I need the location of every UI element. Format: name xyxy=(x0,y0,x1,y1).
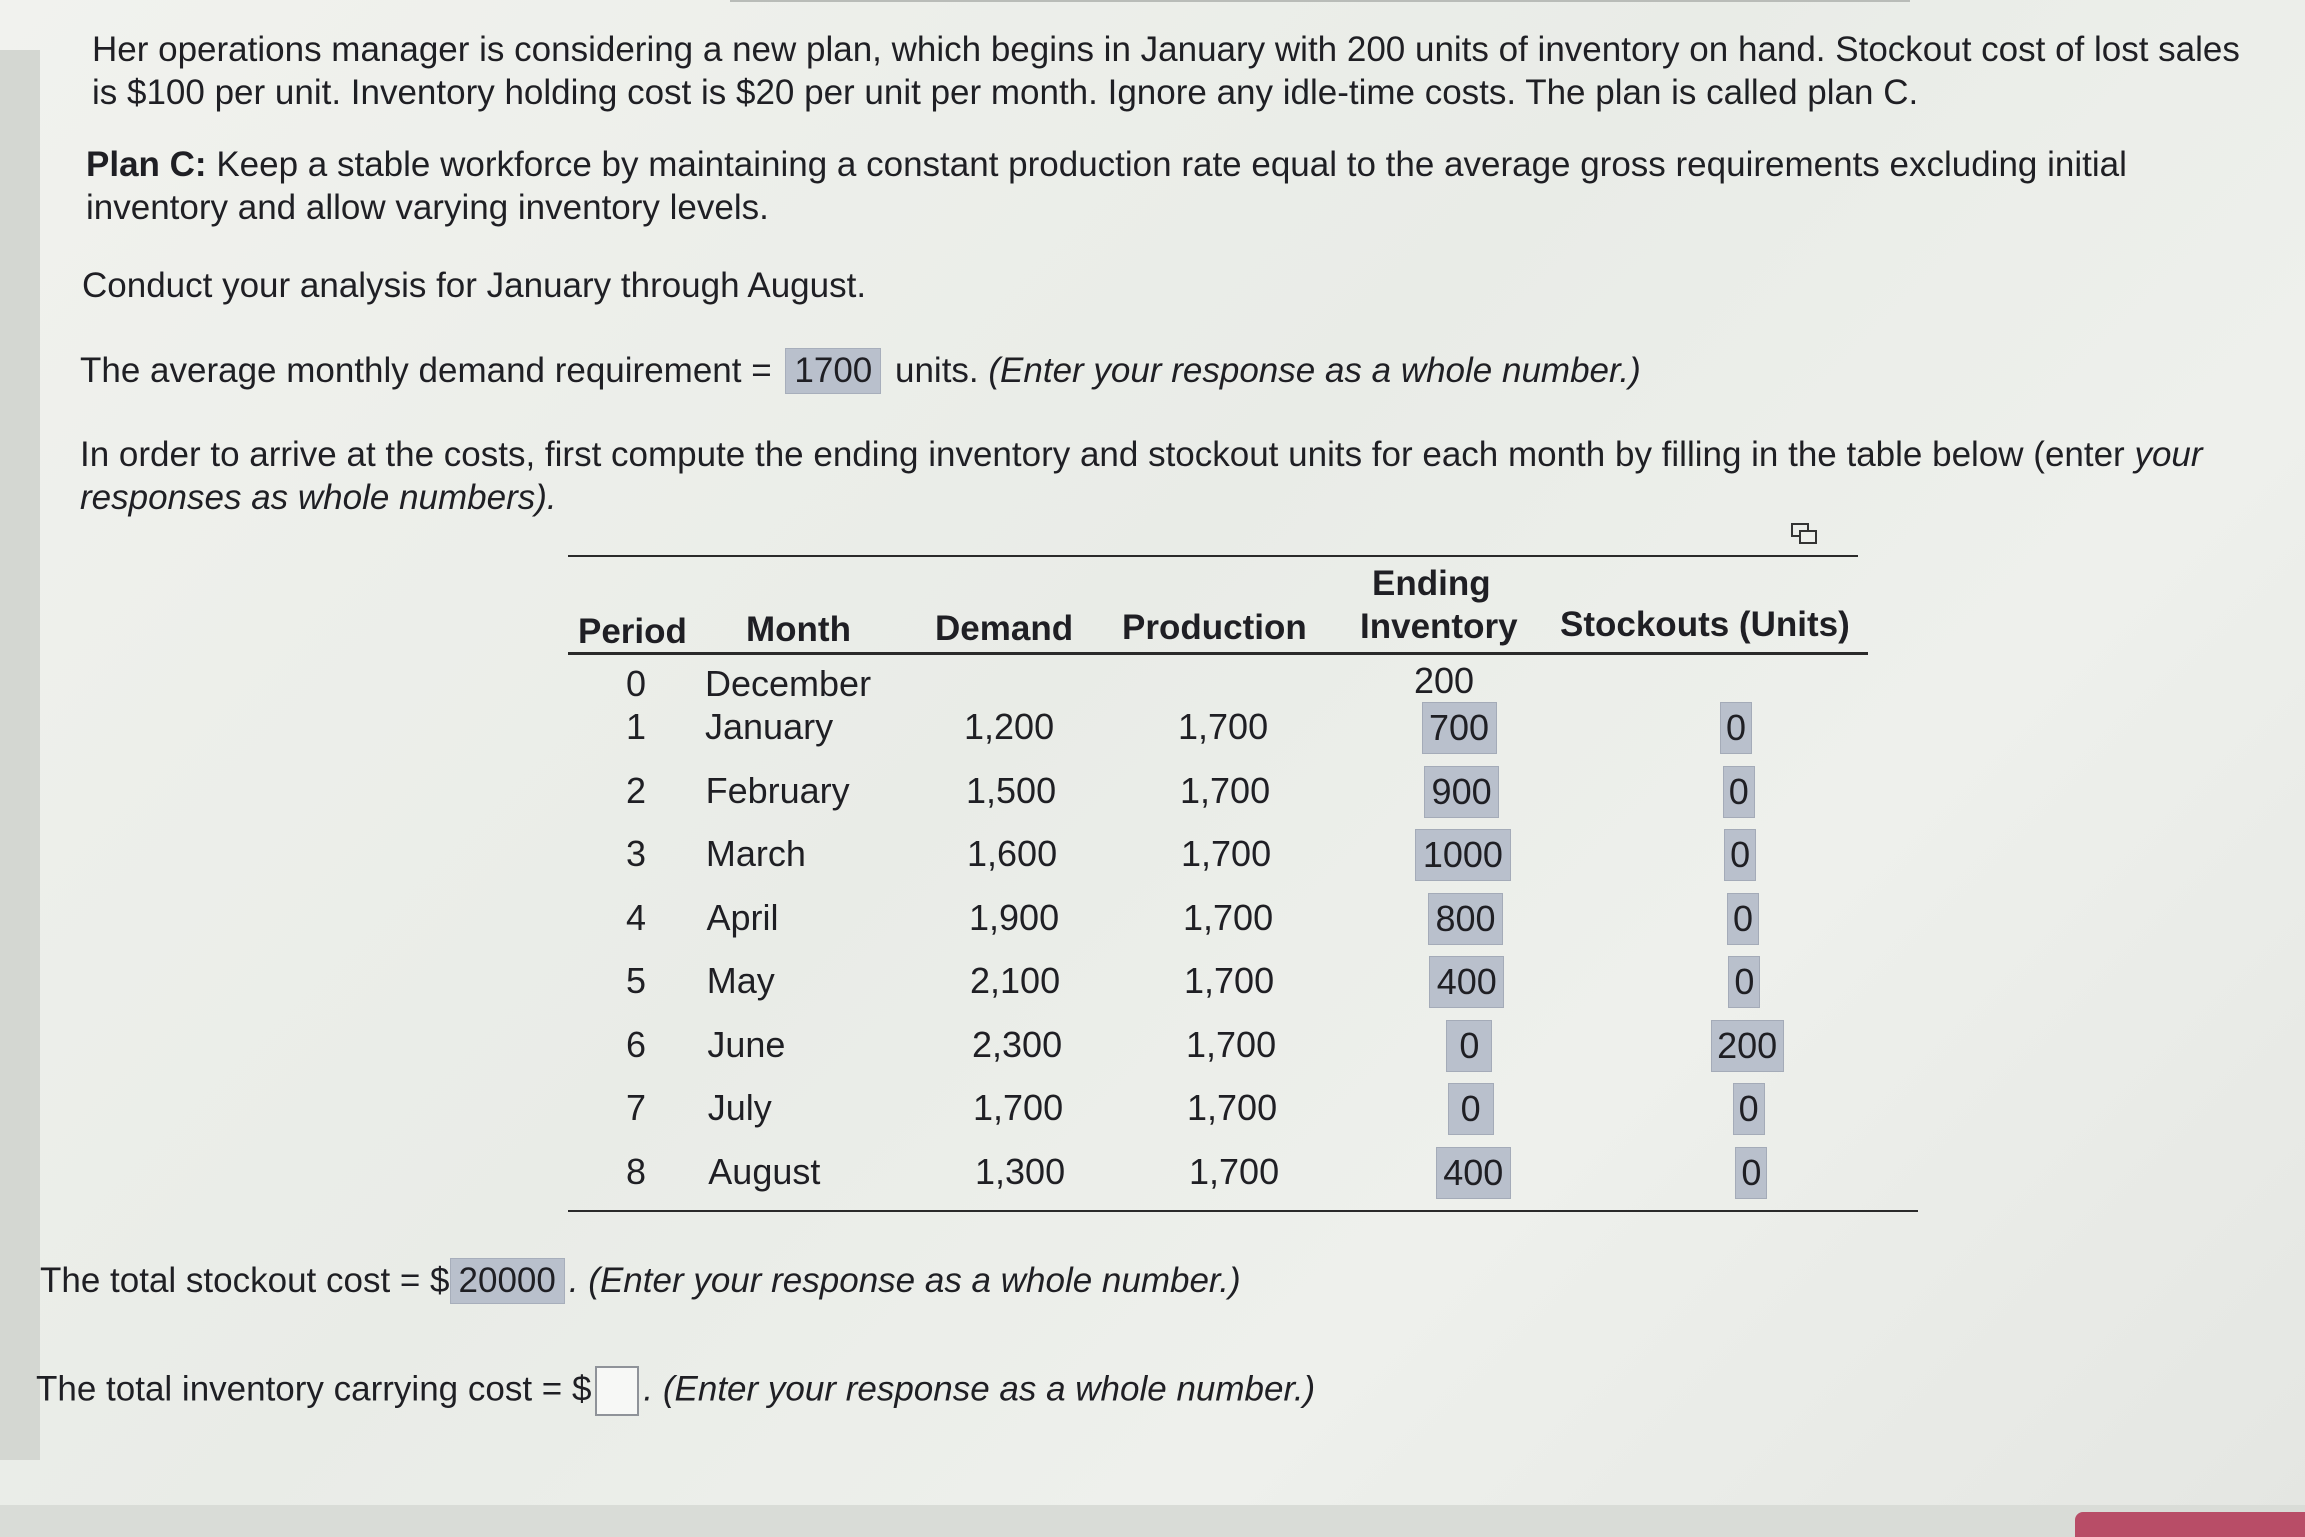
row-production: 1,700 xyxy=(1189,1151,1280,1192)
row-stockouts-input[interactable]: 0 xyxy=(1727,893,1759,945)
stockout-cost-answer[interactable]: 20000 xyxy=(450,1258,565,1304)
row-production: 1,700 xyxy=(1186,1024,1277,1065)
top-divider xyxy=(730,0,1910,2)
row-ending-inventory-input[interactable]: 700 xyxy=(1422,702,1497,754)
row-ending-inventory-input[interactable]: 800 xyxy=(1428,893,1503,945)
row-month: May xyxy=(706,960,775,1001)
row-demand: 1,500 xyxy=(966,770,1057,811)
row-month: February xyxy=(705,770,850,811)
row-month: January xyxy=(705,706,834,747)
row-production: 1,700 xyxy=(1180,770,1271,811)
carrying-cost-hint: . (Enter your response as a whole number.) xyxy=(643,1369,1316,1409)
analysis-note: Conduct your analysis for January through August. xyxy=(82,266,867,305)
average-demand-suffix: units. xyxy=(895,351,979,390)
average-demand-prefix: The average monthly demand requirement = xyxy=(80,351,772,390)
header-demand: Demand xyxy=(935,609,1074,648)
row-ending-inventory-input[interactable]: 400 xyxy=(1429,956,1504,1008)
header-ending-bottom: Inventory xyxy=(1360,607,1518,646)
initial-period: 0 xyxy=(626,663,647,704)
row-period: 6 xyxy=(626,1024,647,1065)
carrying-cost-line xyxy=(36,1366,1315,1416)
row-stockouts-input[interactable]: 0 xyxy=(1728,956,1760,1008)
row-month: June xyxy=(707,1024,786,1065)
row-stockouts-input[interactable]: 200 xyxy=(1711,1020,1784,1072)
average-demand-line xyxy=(80,348,2230,394)
header-ending-top: Ending xyxy=(1372,564,1491,603)
stockout-cost-hint: . (Enter your response as a whole number.) xyxy=(568,1261,1241,1300)
left-sidebar-strip xyxy=(0,50,40,1460)
table-bottom-border xyxy=(568,1210,1918,1212)
row-ending-inventory-input[interactable]: 1000 xyxy=(1415,829,1511,881)
row-demand: 1,900 xyxy=(969,897,1060,938)
bottom-bar xyxy=(0,1505,2305,1537)
row-period: 8 xyxy=(626,1151,647,1192)
row-period: 1 xyxy=(626,706,647,747)
plan-paragraph xyxy=(86,143,2236,229)
row-demand: 1,600 xyxy=(967,833,1058,874)
row-period: 4 xyxy=(626,897,647,938)
row-stockouts-input[interactable]: 0 xyxy=(1720,702,1752,754)
initial-month: December xyxy=(705,663,872,704)
average-demand-answer[interactable]: 1700 xyxy=(785,348,881,394)
header-stockouts: Stockouts (Units) xyxy=(1560,605,1850,644)
row-ending-inventory-input[interactable]: 900 xyxy=(1424,766,1499,818)
intro-paragraph: Her operations manager is considering a new plan, which begins in January with 200 units of inventory on hand. Stockout cost of lost sales is $100 per unit. Inventory holding cost is $20 per unit per month. Ignore any idle-time costs. The plan is called plan C. xyxy=(92,30,2240,112)
carrying-cost-prefix: The total inventory carrying cost = $ xyxy=(36,1369,592,1409)
row-month: April xyxy=(706,897,779,938)
initial-ending-inventory: 200 xyxy=(1414,660,1475,701)
row-ending-inventory-input[interactable]: 0 xyxy=(1446,1020,1492,1072)
average-demand-hint: (Enter your response as a whole number.) xyxy=(988,351,1641,390)
table-instruction-italic: your responses as whole numbers). xyxy=(80,435,2203,517)
row-production: 1,700 xyxy=(1178,706,1269,747)
row-demand: 1,700 xyxy=(973,1087,1064,1128)
header-period: Period xyxy=(578,612,687,651)
table-header-border xyxy=(568,652,1868,655)
row-period: 7 xyxy=(626,1087,647,1128)
row-ending-inventory-input[interactable]: 0 xyxy=(1448,1083,1494,1135)
row-period: 3 xyxy=(626,833,647,874)
row-stockouts-input[interactable]: 0 xyxy=(1733,1083,1765,1135)
stockout-cost-prefix: The total stockout cost = $ xyxy=(40,1261,450,1300)
table-instruction xyxy=(80,433,2230,519)
header-production: Production xyxy=(1122,608,1307,647)
row-production: 1,700 xyxy=(1184,960,1275,1001)
row-month: August xyxy=(708,1151,821,1192)
plan-label: Plan C: xyxy=(86,145,207,184)
row-production: 1,700 xyxy=(1181,833,1272,874)
row-demand: 2,100 xyxy=(970,960,1061,1001)
header-month: Month xyxy=(746,610,851,649)
row-production: 1,700 xyxy=(1187,1087,1278,1128)
copy-icon[interactable] xyxy=(1790,522,1820,546)
row-stockouts-input[interactable]: 0 xyxy=(1735,1147,1767,1199)
row-production: 1,700 xyxy=(1183,897,1274,938)
table-top-border xyxy=(568,555,1858,557)
row-demand: 1,300 xyxy=(975,1151,1066,1192)
stockout-cost-line xyxy=(40,1258,1241,1304)
carrying-cost-input[interactable] xyxy=(595,1366,639,1416)
row-demand: 1,200 xyxy=(964,706,1055,747)
plan-text: Keep a stable workforce by maintaining a constant production rate equal to the average gross requirements excluding initial inventory and allow varying inventory levels. xyxy=(86,145,2127,227)
row-stockouts-input[interactable]: 0 xyxy=(1724,829,1756,881)
row-stockouts-input[interactable]: 0 xyxy=(1723,766,1755,818)
row-month: March xyxy=(705,833,806,874)
table-instruction-text: In order to arrive at the costs, first compute the ending inventory and stockout units for each month by filling in the table below (enter xyxy=(80,435,2135,474)
bottom-tab[interactable] xyxy=(2075,1512,2305,1537)
row-period: 2 xyxy=(626,770,647,811)
row-demand: 2,300 xyxy=(972,1024,1063,1065)
row-month: July xyxy=(707,1087,772,1128)
row-ending-inventory-input[interactable]: 400 xyxy=(1436,1147,1511,1199)
row-period: 5 xyxy=(626,960,647,1001)
